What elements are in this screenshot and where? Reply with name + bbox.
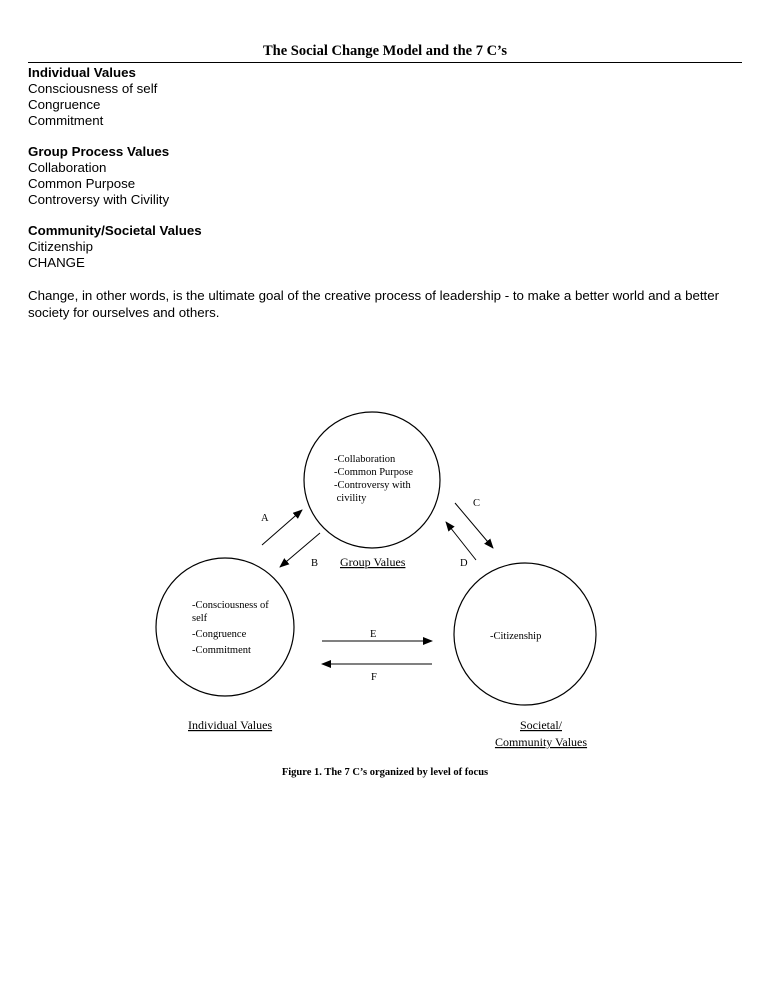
section-heading: Group Process Values	[28, 144, 170, 159]
list-item: Controversy with Civility	[28, 192, 170, 207]
arrow-label-d: D	[460, 558, 468, 569]
individual-circle-line: -Congruence	[192, 629, 247, 640]
list-item: Consciousness of self	[28, 81, 158, 96]
group-circle-line: -Common Purpose	[334, 467, 414, 478]
section-heading: Community/Societal Values	[28, 223, 202, 238]
individual-circle-line: -Consciousness of	[192, 600, 269, 611]
individual-circle-line: self	[192, 613, 208, 624]
section-heading: Individual Values	[28, 65, 136, 80]
page-title: The Social Change Model and the 7 C’s	[263, 43, 507, 59]
group-circle-line: -Collaboration	[334, 454, 396, 465]
list-item: Common Purpose	[28, 176, 136, 191]
list-item: Citizenship	[28, 239, 94, 254]
body-paragraph: Change, in other words, is the ultimate goal of the creative process of leadership - to make a better world and a better society for ourselves and others.	[28, 288, 720, 320]
individual-values-circle	[156, 558, 294, 696]
list-item: CHANGE	[28, 255, 85, 270]
societal-circle-line: -Citizenship	[490, 631, 542, 642]
arrow-label-e: E	[370, 629, 377, 640]
individual-circle-line: -Commitment	[192, 645, 251, 656]
list-item: Collaboration	[28, 160, 107, 175]
arrow-label-c: C	[473, 498, 481, 509]
societal-values-label-line2: Community Values	[494, 735, 588, 749]
group-circle-line: -Controversy with	[334, 480, 411, 491]
figure-caption: Figure 1. The 7 C’s organized by level of focus	[281, 767, 489, 778]
list-item: Commitment	[28, 113, 104, 128]
arrow-label-f: F	[371, 672, 377, 683]
group-circle-line: civility	[334, 493, 367, 504]
individual-values-label: Individual Values	[188, 718, 273, 732]
societal-values-label-line1: Societal/	[520, 718, 562, 732]
arrow-label-b: B	[311, 558, 319, 569]
arrow-d	[446, 522, 476, 560]
group-values-label: Group Values	[340, 555, 406, 569]
list-item: Congruence	[28, 97, 101, 112]
arrow-label-a: A	[261, 513, 269, 524]
